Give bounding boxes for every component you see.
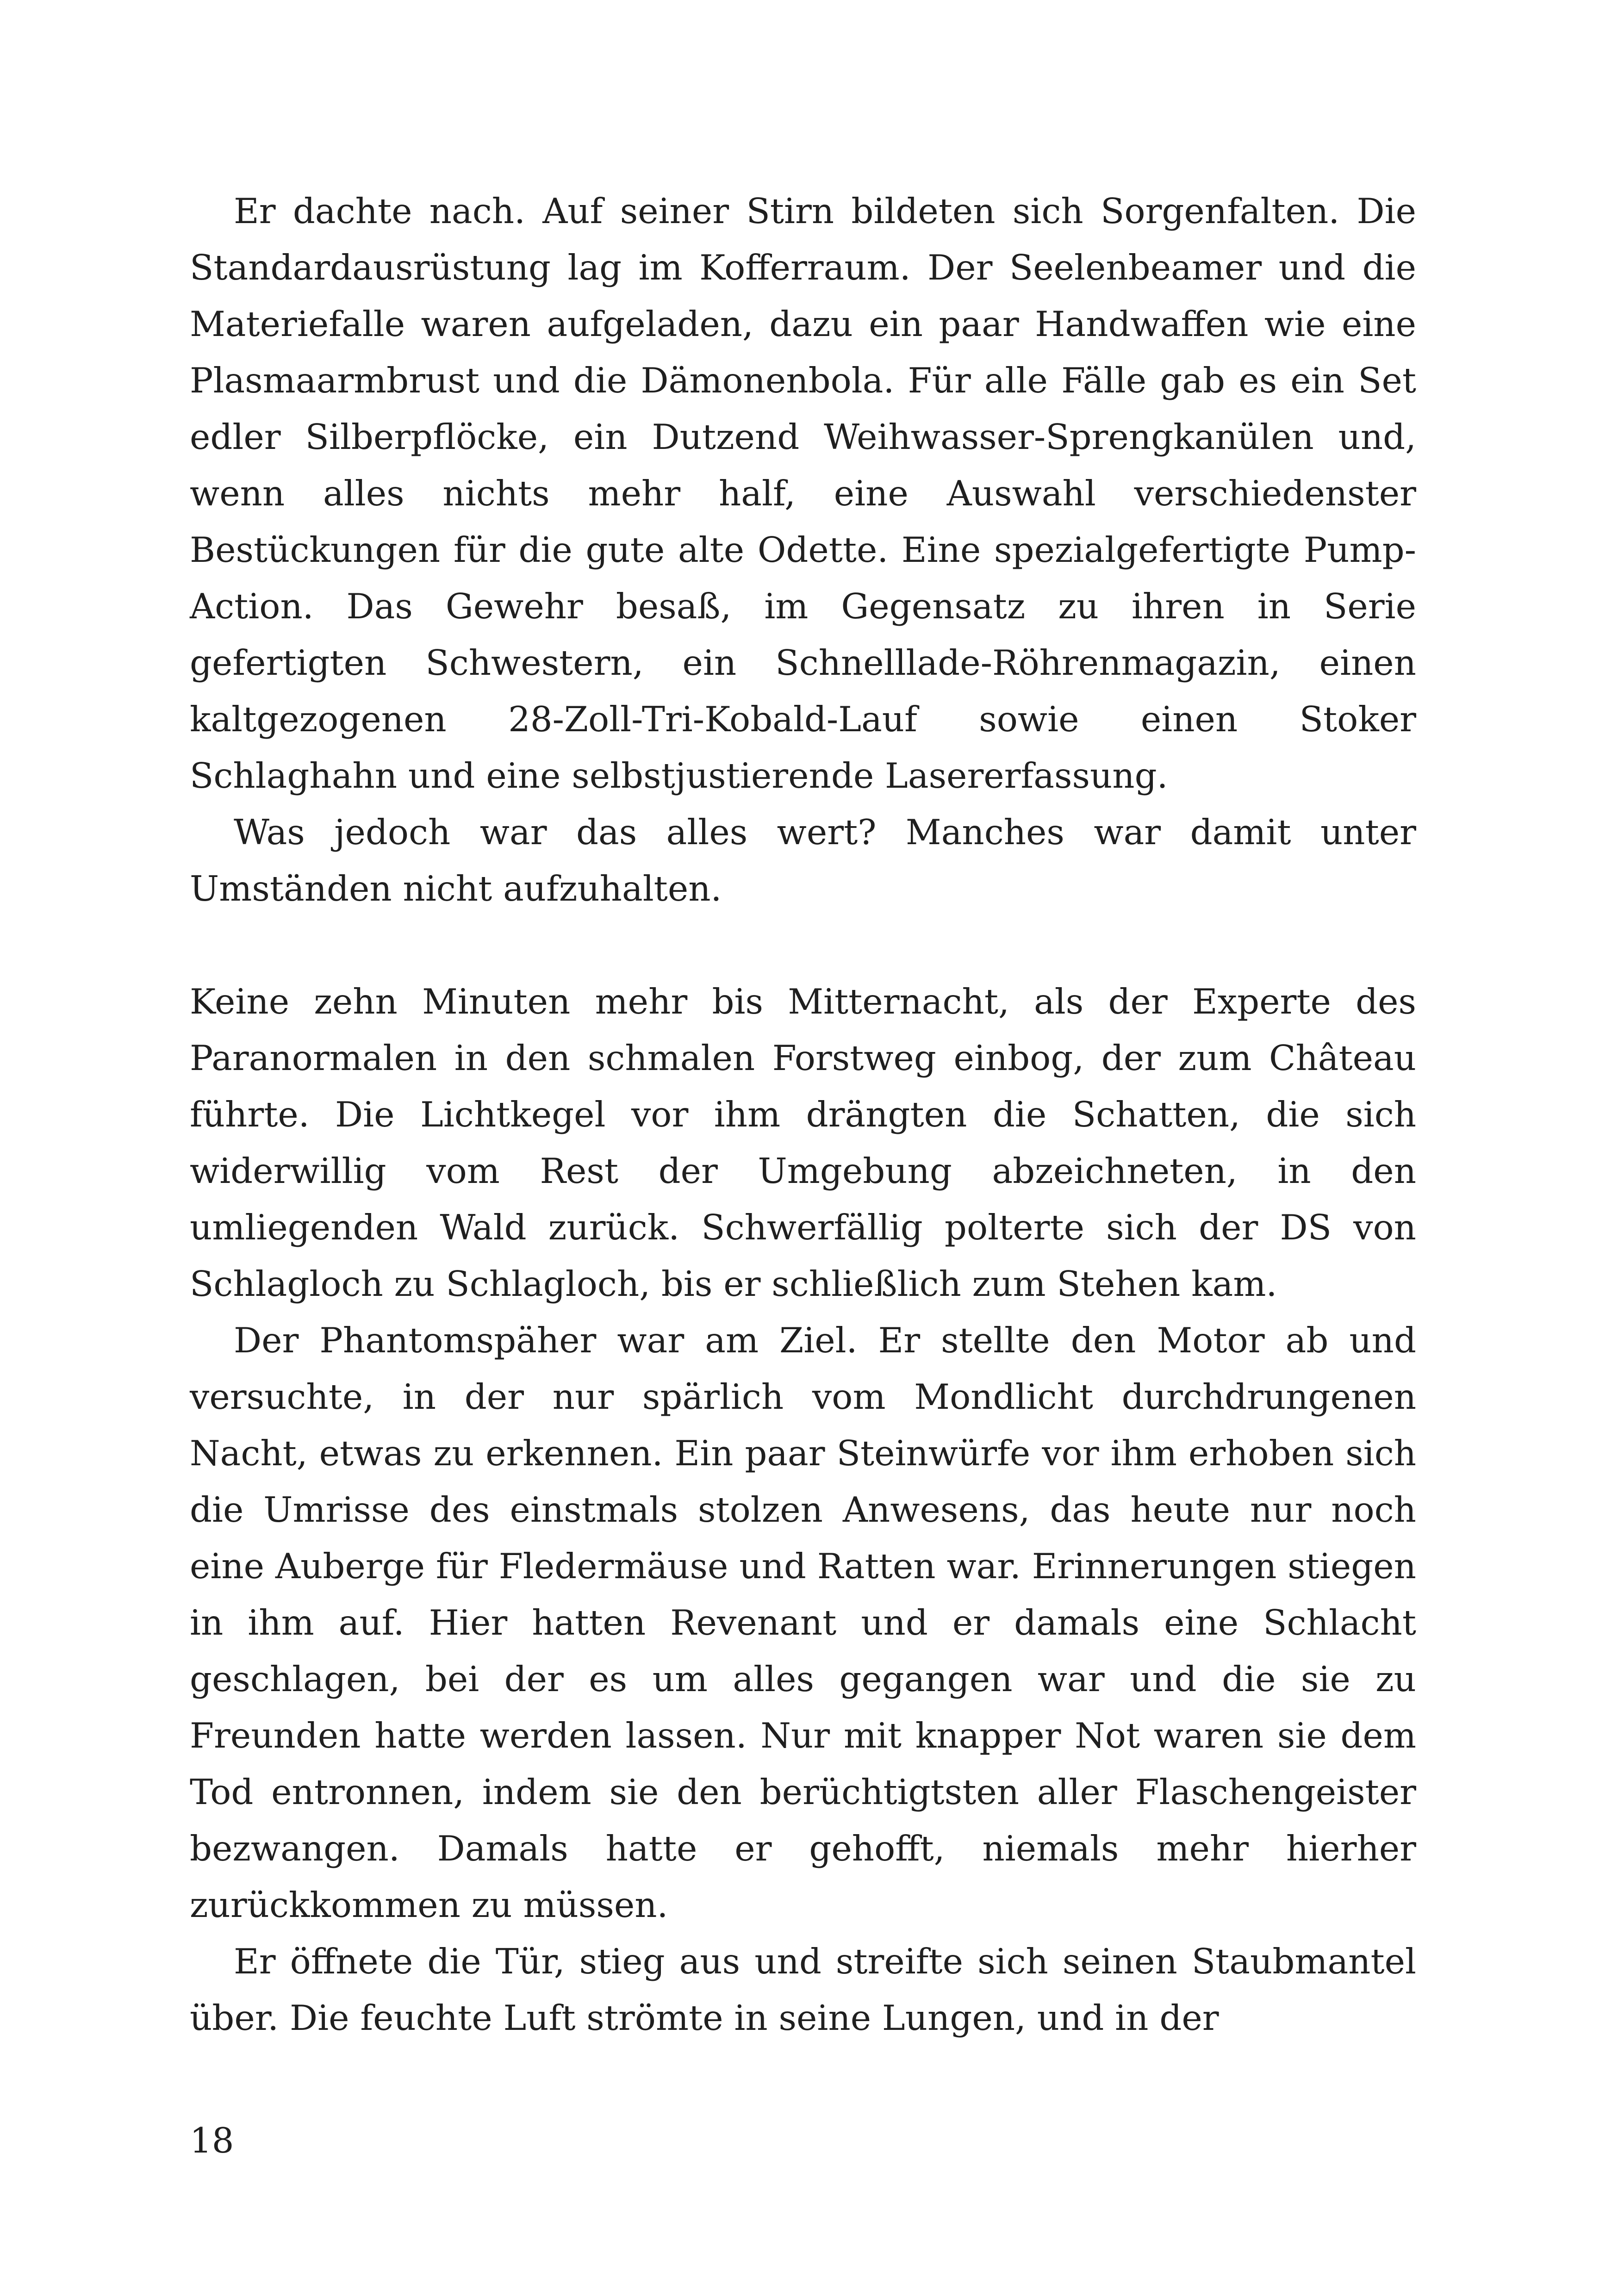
body-text <box>190 183 1416 2046</box>
paragraph-memories: Der Phantomspäher war am Ziel. Er stellte den Motor ab und versuchte, in der nur spärlich vom Mondlicht durchdrungenen Nacht, etwas zu erkennen. Ein paar Steinwürfe vor ihm erhoben sich die Umrisse des einstmals stolzen Anwesens, das heute nur noch eine Auberge für Fledermäuse und Ratten war. Erinnerungen stiegen in ihm auf. Hier hatten Revenant und er damals eine Schlacht geschlagen, bei der es um alles gegangen war und die sie zu Freunden hatte werden lassen. Nur mit knapper Not waren sie dem Tod entronnen, indem sie den berüchtigtsten aller Flaschengeister bezwangen. Damals hatte er gehofft, niemals mehr hierher zurückkommen zu müssen. <box>190 1320 1416 1925</box>
section-break <box>190 917 1416 973</box>
paragraph-equipment: Er dachte nach. Auf seiner Stirn bildeten sich Sorgenfalten. Die Standardausrüstung lag im Kofferraum. Der Seelenbeamer und die Materiefalle waren aufgeladen, dazu ein paar Handwaffen wie eine Plasmaarmbrust und die Dämonenbola. Für alle Fälle gab es ein Set edler Silberpflöcke, ein Dutzend Weihwasser-Sprengkanülen und, wenn alles nichts mehr half, eine Auswahl verschiedenster Bestückungen für die gute alte Odette. Eine spezialgefertigte Pump-Action. Das Gewehr besaß, im Gegensatz zu ihren in Serie gefertigten Schwestern, ein Schnelllade-Röhrenmagazin, einen kaltgezogenen 28-Zoll-Tri-Kobald-Lauf sowie einen Stoker Schlaghahn und eine selbstjustierende Lasererfassung. <box>190 191 1416 796</box>
paragraph-exit-car: Er öffnete die Tür, stieg aus und streifte sich seinen Staubmantel über. Die feuchte Luft strömte in seine Lungen, und in der <box>190 1941 1416 2038</box>
page-number: 18 <box>190 2120 234 2161</box>
paragraph-arrival: Keine zehn Minuten mehr bis Mitternacht, als der Experte des Paranormalen in den schmalen Forstweg einbog, der zum Château führte. Die Lichtkegel vor ihm drängten die Schatten, die sich widerwillig vom Rest der Umgebung abzeichneten, in den umliegenden Wald zurück. Schwerfällig polterte sich der DS von Schlagloch zu Schlagloch, bis er schließlich zum Stehen kam. <box>190 981 1416 1304</box>
paragraph-question: Was jedoch war das alles wert? Manches war damit unter Umständen nicht aufzuhalten. <box>190 812 1416 909</box>
